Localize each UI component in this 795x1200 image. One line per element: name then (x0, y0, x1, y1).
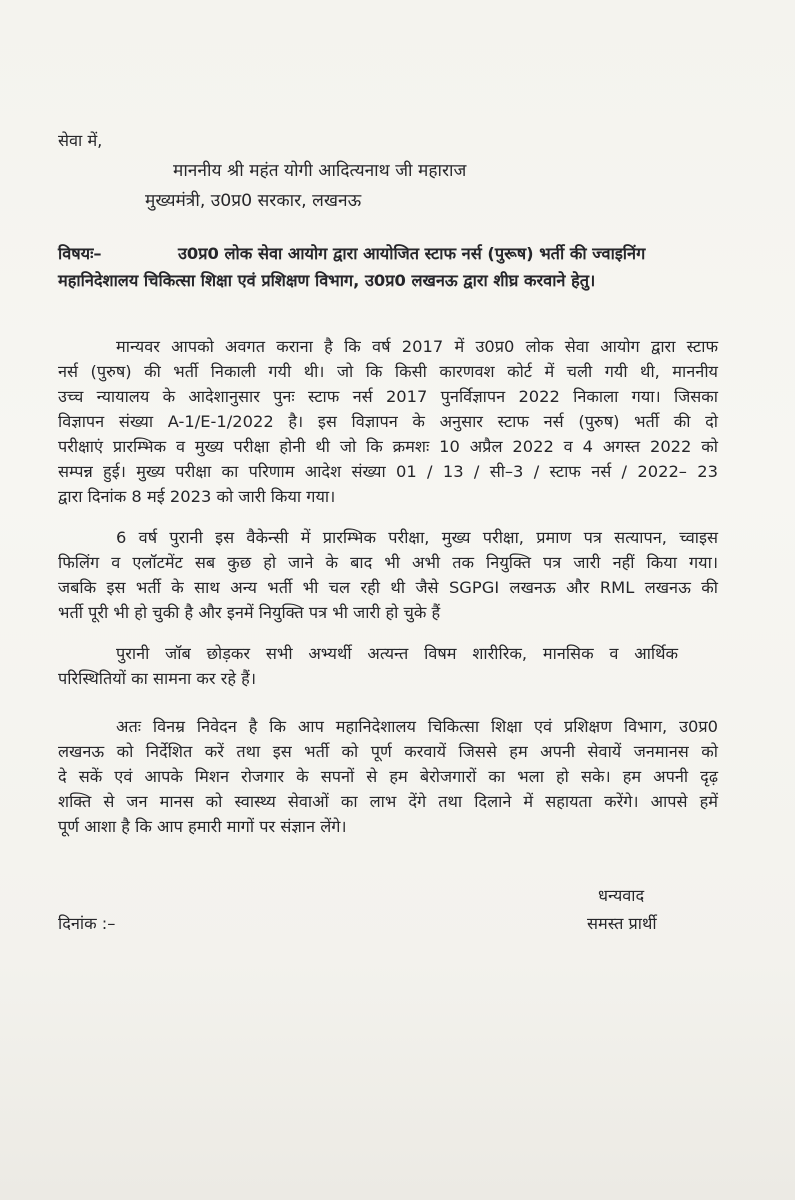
paragraph-4-line: दे सकें एवं आपके मिशन रोजगार के सपनों से हम बेरोजगारों का भला हो सके। हम अपनी दृढ़ (58, 767, 718, 786)
paragraph-4-line: अतः विनम्र निवेदन है कि आप महानिदेशालय चिकित्सा शिक्षा एवं प्रशिक्षण विभाग, उ0प्र0 (116, 717, 718, 736)
paragraph-4-line: पूर्ण आशा है कि आप हमारी मागों पर संज्ञान लेंगे। (58, 817, 347, 836)
paragraph-2-line: भर्ती पूरी भी हो चुकी है और इनमें नियुक्ति पत्र भी जारी हो चुके हैं (58, 603, 441, 622)
paragraph-1-line: उच्च न्यायालय के आदेशानुसार पुनः स्टाफ नर्स 2017 पुनर्विज्ञापन 2022 निकाला गया। जिसका (58, 387, 718, 406)
paragraph-1-line: विज्ञापन संख्या A-1/E-1/2022 है। इस विज्ञापन के अनुसार स्टाफ नर्स (पुरुष) भर्ती की दो (58, 412, 718, 431)
paragraph-2-line: 6 वर्ष पुरानी इस वैकेन्सी में प्रारम्भिक परीक्षा, मुख्य परीक्षा, प्रमाण पत्र सत्यापन, च्वाइस (116, 528, 718, 547)
addressee-name: माननीय श्री महंत योगी आदित्यनाथ जी महाराज (173, 161, 467, 181)
subject-line-2: महानिदेशालय चिकित्सा शिक्षा एवं प्रशिक्षण विभाग, उ0प्र0 लखनऊ द्वारा शीघ्र करवाने हेतु। (58, 271, 596, 290)
salutation: सेवा में, (58, 131, 103, 150)
closing-thanks: धन्यवाद (598, 886, 645, 905)
paragraph-4-line: शक्ति से जन मानस को स्वास्थ्य सेवाओं का लाभ देंगे तथा दिलाने में सहायता करेंगे। आपसे हमें (58, 792, 718, 811)
paragraph-2-line: जबकि इस भर्ती के साथ अन्य भर्ती भी चल रही थी जैसे SGPGI लखनऊ और RML लखनऊ की (58, 578, 718, 597)
date-label: दिनांक :– (58, 914, 116, 933)
addressee-designation: मुख्यमंत्री, उ0प्र0 सरकार, लखनऊ (145, 191, 362, 211)
subject-label: विषयः– (58, 244, 102, 263)
paragraph-3-line: परिस्थितियों का सामना कर रहे हैं। (58, 669, 257, 688)
paragraph-1-line: नर्स (पुरुष) की भर्ती निकाली गयी थी। जो कि किसी कारणवश कोर्ट में चली गयी थी, माननीय (58, 362, 718, 381)
paragraph-1-line: सम्पन्न हुई। मुख्य परीक्षा का परिणाम आदेश संख्या 01 / 13 / सी–3 / स्टाफ नर्स / 2022– 23 (58, 462, 718, 481)
paragraph-1-line: परीक्षाएं प्रारम्भिक व मुख्य परीक्षा होनी थी जो कि क्रमशः 10 अप्रैल 2022 व 4 अगस्त 2022 को (58, 437, 718, 456)
closing-signatory: समस्त प्रार्थी (587, 914, 657, 933)
paragraph-2-line: फिलिंग व एलॉटमेंट सब कुछ हो जाने के बाद भी अभी तक नियुक्ति पत्र जारी नहीं किया गया। (58, 553, 718, 572)
paragraph-4-line: लखनऊ को निर्देशित करें तथा इस भर्ती को पूर्ण करवायें जिससे हम अपनी सेवायें जनमानस को (58, 742, 718, 761)
paragraph-1-line: मान्यवर आपको अवगत कराना है कि वर्ष 2017 में उ0प्र0 लोक सेवा आयोग द्वारा स्टाफ (116, 337, 718, 356)
subject-line-1: उ0प्र0 लोक सेवा आयोग द्वारा आयोजित स्टाफ नर्स (पुरूष) भर्ती की ज्वाइनिंग (178, 244, 646, 263)
paragraph-1-line: द्वारा दिनांक 8 मई 2023 को जारी किया गया। (58, 487, 336, 506)
paragraph-3-line: पुरानी जॉब छोड़कर सभी अभ्यर्थी अत्यन्त विषम शारीरिक, मानसिक व आर्थिक (116, 644, 678, 663)
